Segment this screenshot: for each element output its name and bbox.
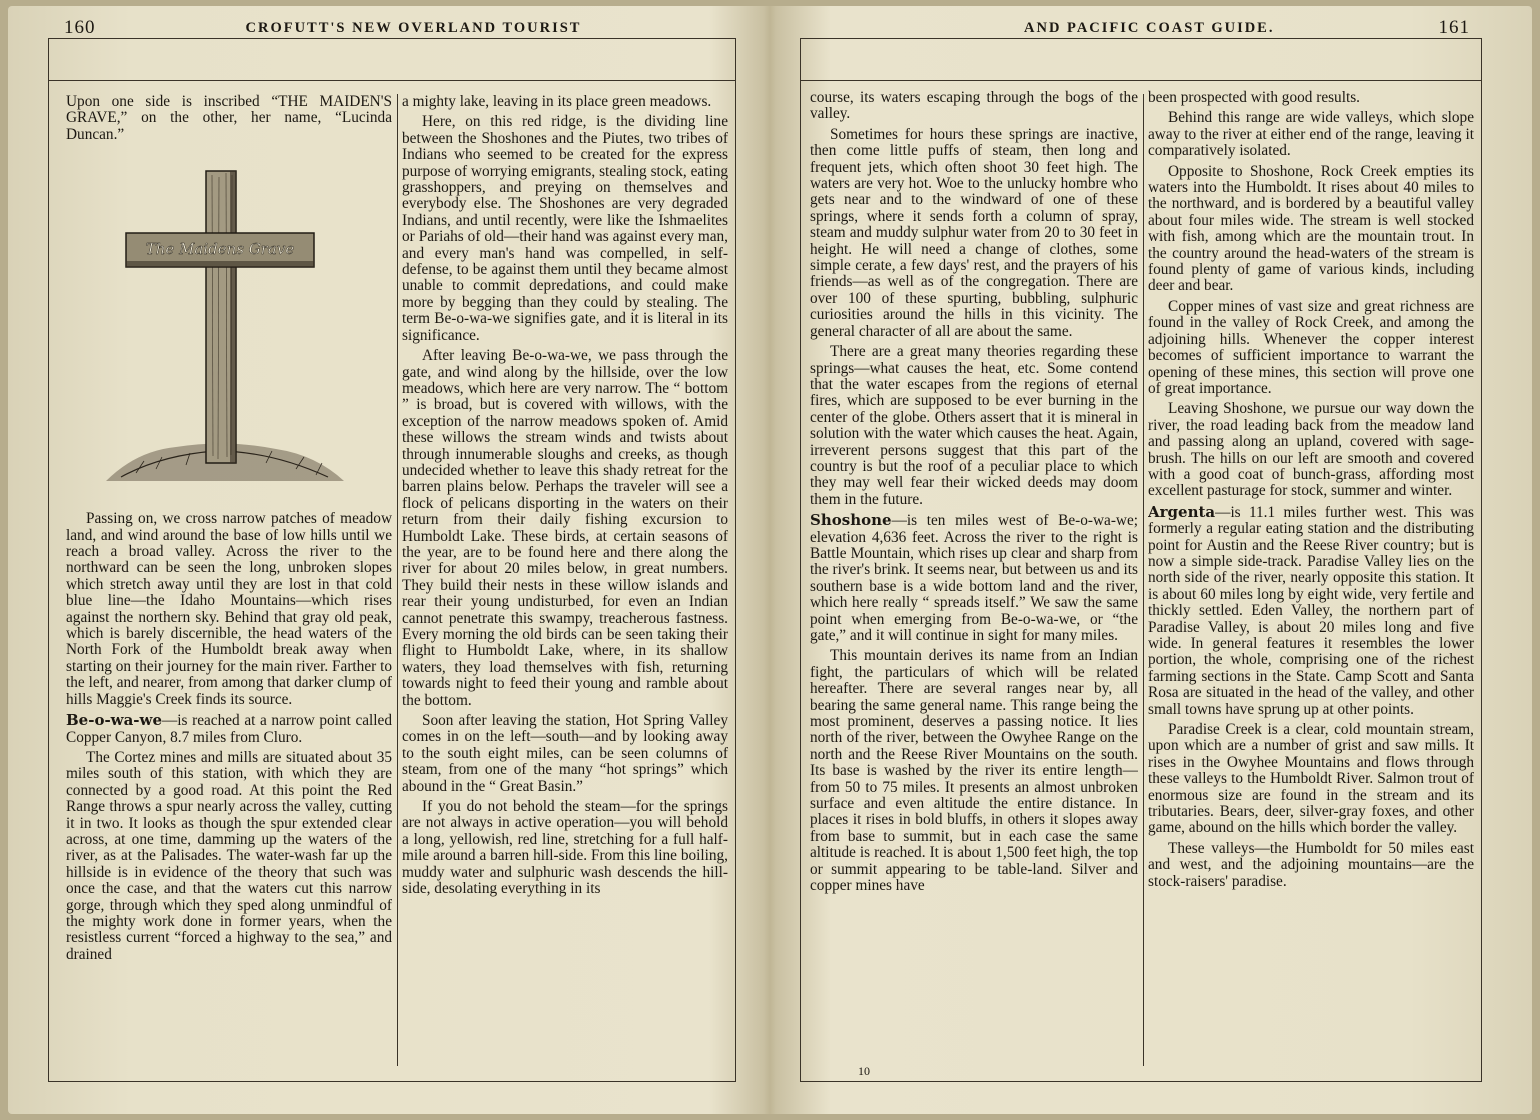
paragraph: Opposite to Shoshone, Rock Creek empties its waters into the Humboldt. It rises about 40 miles to the northward, and is bordered by a beautiful valley about four miles wide. The stream is well stocked with fish, among which are the mountain trout. In the country around the head-waters of the stream is found plenty of game of various kinds, including deer and bear.: [1148, 162, 1474, 295]
column-2: [402, 94, 728, 1104]
header-rule-left: [48, 80, 736, 81]
column-rule-right: [1143, 94, 1144, 1066]
cross-illustration: [66, 151, 392, 501]
paragraph-beowawe: Be-o-wa-we—is reached at a narrow point called Copper Canyon, 8.7 miles from Cluro.: [66, 711, 392, 746]
paragraph: The Cortez mines and mills are situated about 35 miles south of this station, with which they are connected by a good road. At this point the Red Range throws a spur nearly across the valley, cutting it in two. It looks as though the spur extended clear across, at one time, damming up the waters of the river, as at the Palisades. The water-wash far up the hillside is in evidence of the theory that such was once the case, and that the waters cut this narrow gorge, through which they sped along unmindful of the mighty work done in former years, when the resistless current “forced a highway to the sea,” and drained: [66, 748, 392, 963]
maidens-grave-illustration: [66, 151, 392, 501]
paragraph: Copper mines of vast size and great richness are found in the valley of Rock Creek, and among the adjoining hills. Whenever the copper interest becomes of sufficient importance to warrant the opening of these mines, this section will prove one of great importance.: [1148, 297, 1474, 397]
running-head-right: AND PACIFIC COAST GUIDE.: [1024, 19, 1275, 36]
place-name: Shoshone: [810, 511, 892, 530]
column-3: [810, 90, 1138, 1100]
paragraph: Passing on, we cross narrow patches of meadow land, and wind around the base of low hills until we reach a broad valley. Across the river to the northward can be seen the long, unbroken slopes which stretch away until they are lost in that cold blue line—the Idaho Mountains—which rises against the northern sky. Behind that gray old peak, which is barely discernible, the head waters of the North Fork of the Humboldt break away when starting on their journey for the main river. Farther to the left, and nearer, from among that darker clump of hills Maggie's Creek finds its source.: [66, 510, 392, 708]
column-1: [66, 94, 392, 1104]
header-rule-right: [800, 80, 1482, 81]
paragraph: course, its waters escaping through the bogs of the valley.: [810, 90, 1138, 123]
paragraph: Paradise Creek is a clear, cold mountain stream, upon which are a number of grist and saw mills. It rises in the Owyhee Mountains and flows through these valleys to the Humboldt River. Salmon trout of enormous size are found in the stream and its tributaries. Bears, deer, silver-gray foxes, and other game, abound on the hills which border the valley.: [1148, 721, 1474, 837]
paragraph: Here, on this red ridge, is the dividing line between the Shoshones and the Piutes, two tribes of Indians who seemed to be created for the express purpose of worrying emigrants, stealing stock, eating grasshoppers, and preying on themselves and everybody else. The Shoshones are very degraded Indians, and until recently, were like the Ishmaelites or Pariahs of old—their hand was against every man, and every man's hand was compelled, in self-defense, to be against them until they became almost unable to commit depredations, and could make more by begging than they could by stealing. The term Be-o-wa-we signifies gate, and it is literal in its significance.: [402, 113, 728, 344]
page-number-right: 161: [1438, 17, 1470, 38]
paragraph: Leaving Shoshone, we pursue our way down the river, the road leading back from the meadow land and passing along an upland, covered with sage-brush. The hills on our left are smooth and covered with a good coat of bunch-grass, affording most excellent pasturage for stock, summer and winter.: [1148, 400, 1474, 500]
paragraph: This mountain derives its name from an Indian fight, the particulars of which will be related hereafter. There are several ranges near by, all bearing the same general name. This range being the most prominent, deserves a passing notice. It lies north of the river, between the Owyhee Range on the north and the Reese River Mountains on the south. Its base is washed by the river its entire length—from 50 to 75 miles. It presents an almost unbroken surface and even altitude the entire distance. In places it rises in bold bluffs, in others it slopes away from base to summit, but in each case the same altitude is reached. It is about 1,500 feet high, the top or summit appearing to be table-land. Silver and copper mines have: [810, 647, 1138, 895]
place-name: Be-o-wa-we: [66, 711, 162, 730]
cross-sign-text: The Maidens Grave: [145, 240, 295, 259]
intro-paragraph: Upon one side is inscribed “THE MAIDEN'S GRAVE,” on the other, her name, “Lucinda Duncan.”: [66, 94, 392, 143]
paragraph: If you do not behold the steam—for the springs are not always in active operation—you will behold a long, yellowish, red line, stretching for a full half-mile around a barren hill-side. From this line boiling, muddy water and sulphuric wash descends the hill-side, desolating everything in its: [402, 798, 728, 898]
place-name: Argenta: [1148, 502, 1216, 521]
page-number-left: 160: [64, 17, 96, 38]
left-page-header: [64, 10, 736, 46]
paragraph-shoshone: Shoshone—is ten miles west of Be-o-wa-we; elevation 4,636 feet. Across the river to the right is Battle Mountain, which rises up clear and sharp from the river's brink. It seems near, but between us and its southern base is a wide bottom land and the river, which here really “ spreads itself.” We saw the same point when emerging from Be-o-wa-we, or “the gate,” and it will continue in sight for many miles.: [810, 511, 1138, 644]
paragraph: a mighty lake, leaving in its place green meadows.: [402, 94, 712, 110]
running-head-left: CROFUTT'S NEW OVERLAND TOURIST: [245, 19, 582, 36]
right-page-header: [806, 10, 1476, 46]
paragraph-argenta: Argenta—is 11.1 miles further west. This was formerly a regular eating station and the distributing point for Austin and the Reese River country; but is now a simple side-track. Paradise Valley lies on the north side of the river, nearly opposite this station. It is about 60 miles long by eight wide, very fertile and thickly settled. Eden Valley, the northern part of Paradise Valley, is about 20 miles long and five wide. In general features it resembles the lower portion, the whole, comprising one of the richest farming sections in the State. Camp Scott and Santa Rosa are situated in the head of the valley, and other small towns have sprung up at other points.: [1148, 502, 1474, 718]
signature-mark: 10: [858, 1064, 870, 1078]
paragraph: Sometimes for hours these springs are inactive, then come little puffs of steam, then long and frequent jets, which often shoot 30 feet high. The waters are very hot. Woe to the unlucky hombre who gets near and to the windward of one of these springs, where it sends forth a column of spray, steam and muddy sulphur water from 20 to 30 feet in height. He will need a change of clothes, some simple cerate, a few days' rest, and the prayers of his friends—as well as of the congregation. There are over 100 of these spurting, bubbling, sulphuric curiosities around the hills in this vicinity. The general character of all are about the same.: [810, 125, 1138, 340]
paragraph: Behind this range are wide valleys, which slope away to the river at either end of the range, leaving it comparatively isolated.: [1148, 109, 1474, 160]
paragraph: After leaving Be-o-wa-we, we pass through the gate, and wind along by the hillside, over the low meadows, which here are very narrow. The “ bottom ” is broad, but is covered with willows, with the exception of the narrow meadows spoken of. Amid these willows the stream winds and twists about through innumerable sloughs and creeks, as though undecided whether to leave this shady retreat for the barren plains below. Perhaps the traveler will see a flock of pelicans disporting in the waters on their return from their daily fishing excursion to Humboldt Lake. These birds, at certain seasons of the year, are to be found here and there along the river for about 20 miles below, in great numbers. They build their nests in these willow islands and rear their young undisturbed, for even an Indian cannot penetrate this swampy, treacherous fastness. Every morning the old birds can be seen taking their flight to Humboldt Lake, where, in its shallow waters, they load themselves with fish, returning towards night to feed their young and ramble about the bottom.: [402, 347, 728, 709]
paragraph: Soon after leaving the station, Hot Spring Valley comes in on the left—south—and by looking away to the south eight miles, can be seen columns of steam, from one of the many “hot springs” which abound in the “ Great Basin.”: [402, 712, 728, 795]
column-4: [1148, 90, 1474, 1100]
paragraph: These valleys—the Humboldt for 50 miles east and west, and the adjoining mountains—are the stock-raisers' paradise.: [1148, 839, 1474, 890]
paragraph: There are a great many theories regarding these springs—what causes the heat, etc. Some contend that the water escapes from the regions of eternal fires, which are supposed to be ever burning in the center of the globe. Others assert that it is mineral in solution with the water which causes the heat. Again, irreverent persons suggest that this part of the country is but the roof of a peculiar place to which they may well fear their wicked deeds may doom them in the future.: [810, 343, 1138, 508]
column-rule-left: [397, 94, 398, 1066]
paragraph: been prospected with good results.: [1148, 90, 1360, 106]
